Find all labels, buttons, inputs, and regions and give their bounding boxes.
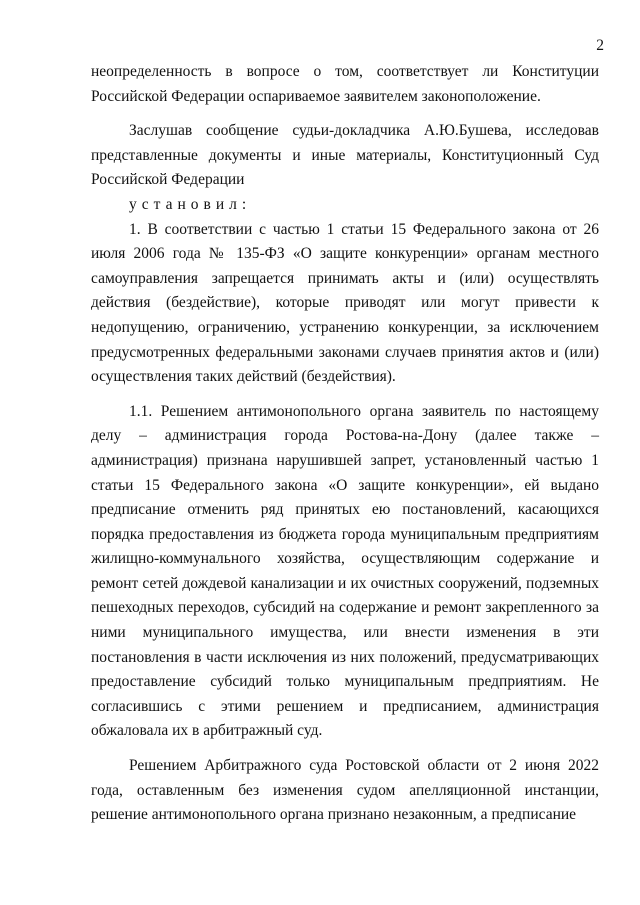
paragraph-continuation: неопределенность в вопросе о том, соответствует ли Конституции Российской Федерации оспариваемое заявителем законоположение. bbox=[91, 63, 599, 105]
page-number: 2 bbox=[596, 37, 604, 54]
paragraph-1: 1. В соответствии с частью 1 статьи 15 Федерального закона от 26 июля 2006 года № 135-ФЗ «О защите конкуренции» органам местного самоуправления запрещается принимать акты и (или) осуществлять действия (бездействие), которые приводят или могут привести к недопущению, ограничению, устранению конкуренции, за исключением предусмотренных федеральными законами случаев принятия актов и (или) осуществления таких действий (бездействия). bbox=[91, 220, 599, 386]
document-body bbox=[91, 60, 599, 828]
paragraph-court-decision: Решением Арбитражного суда Ростовской области от 2 июня 2022 года, оставленным без изменения судом апелляционной инстанции, решение антимонопольного органа признано незаконным, а предписание bbox=[91, 757, 599, 824]
section-heading-established: установил: bbox=[129, 195, 252, 213]
paragraph-1-1: 1.1. Решением антимонопольного органа заявитель по настоящему делу – администрация города Ростова-на-Дону (далее также – администрация) признана нарушившей запрет, установленный частью 1 статьи 15 Федерального закона «О защите конкуренции», ей выдано предписание отменить ряд принятых ею постановлений, касающихся порядка предоставления из бюджета города муниципальным предприятиям жилищно-коммунального хозяйства, осуществляющим содержание и ремонт сетей дождевой канализации и их очистных сооружений, подземных пешеходных переходов, субсидий на содержание и ремонт закрепленного за ними муниципального имущества, или внести изменения в эти постановления в части исключения из них положений, предусматривающих предоставление субсидий только муниципальным предприятиям. Не согласившись с этими решением и предписанием, администрация обжаловала их в арбитражный суд. bbox=[91, 402, 599, 740]
paragraph-hearing: Заслушав сообщение судьи-докладчика А.Ю.Бушева, исследовав представленные документы и иные материалы, Конституционный Суд Российской Федерации bbox=[91, 122, 599, 189]
